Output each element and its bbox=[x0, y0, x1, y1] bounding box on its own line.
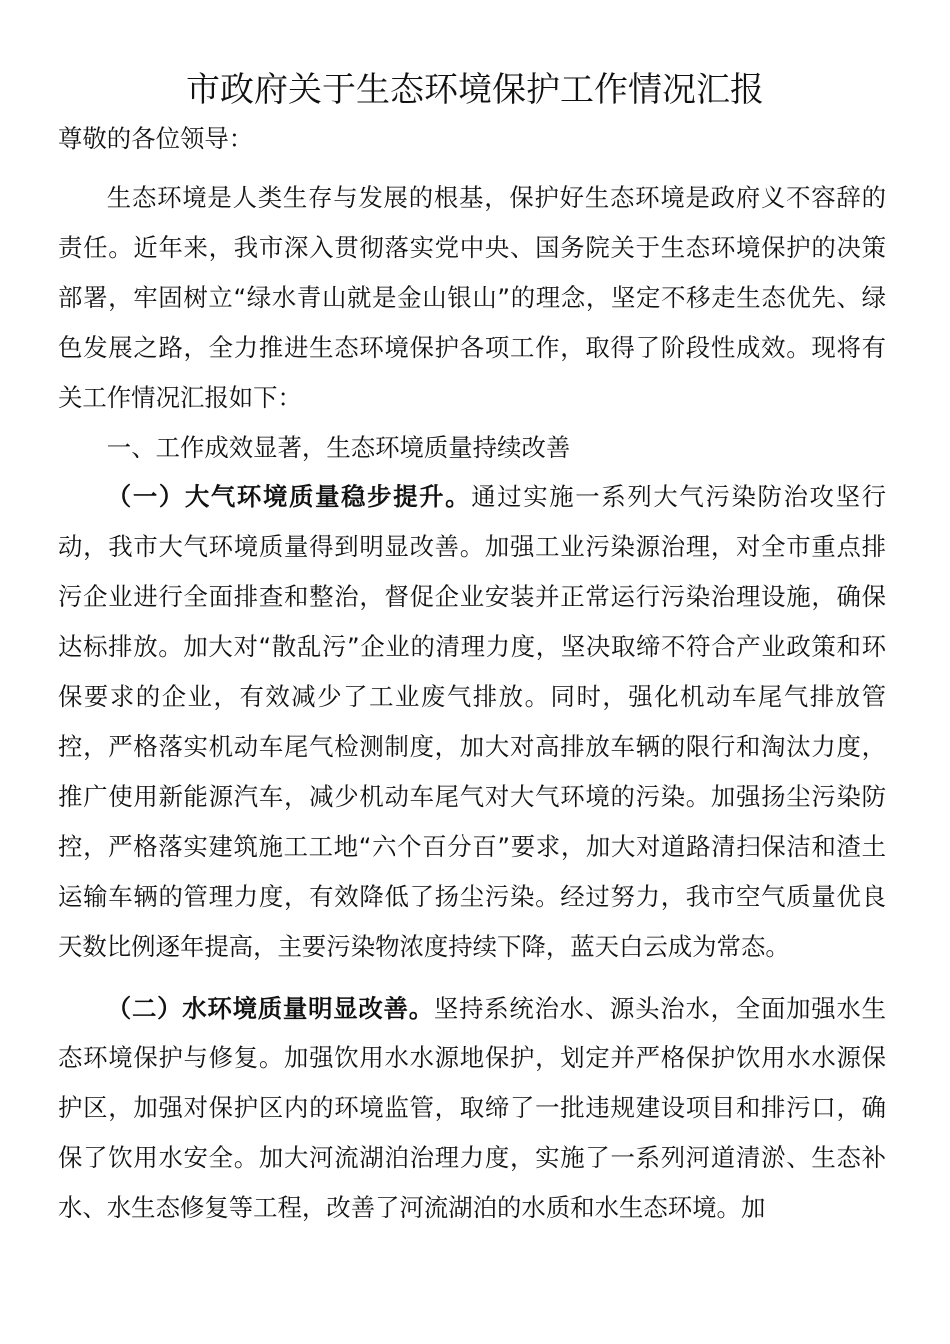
subsection-text-2: 坚持系统治水、源头治水，全面加强水生态环境保护与修复。加强饮用水水源地保护，划定并严格保护饮用水水源保护区，加强对保护区内的环境监管，取缔了一批违规建设项目和排污口，确保了饮用水安全。加大河流湖泊治理力度，实施了一系列河道清淤、生态补水、水生态修复等工程，改善了河流湖泊的水质和水生态环境。加 bbox=[58, 993, 886, 1223]
subsection-text-1: 通过实施一系列大气污染防治攻坚行动，我市大气环境质量得到明显改善。加强工业污染源治理，对全市重点排污企业进行全面排查和整治，督促企业安装并正常运行污染治理设施，确保达标排放。加大对“散乱污”企业的清理力度，坚决取缔不符合产业政策和环保要求的企业，有效减少了工业废气排放。同时，强化机动车尾气排放管控，严格落实机动车尾气检测制度，加大对高排放车辆的限行和淘汰力度，推广使用新能源汽车，减少机动车尾气对大气环境的污染。加强扬尘污染防控，严格落实建筑施工工地“六个百分百”要求，加大对道路清扫保洁和渣土运输车辆的管理力度，有效降低了扬尘污染。经过努力，我市空气质量优良天数比例逐年提高，主要污染物浓度持续下降，蓝天白云成为常态。 bbox=[58, 482, 886, 961]
section-heading-1: 一、工作成效显著，生态环境质量持续改善 bbox=[106, 432, 571, 462]
intro-paragraph: 生态环境是人类生存与发展的根基，保护好生态环境是政府义不容辞的责任。近年来，我市深入贯彻落实党中央、国务院关于生态环境保护的决策部署，牢固树立“绿水青山就是金山银山”的理念，坚定不移走生态优先、绿色发展之路，全力推进生态环境保护各项工作，取得了阶段性成效。现将有关工作情况汇报如下： bbox=[58, 183, 886, 412]
subsection-paragraph-1 bbox=[58, 472, 886, 971]
salutation: 尊敬的各位领导： bbox=[58, 124, 254, 153]
subsection-lead-1: （一）大气环境质量稳步提升。 bbox=[106, 482, 472, 512]
document-title: 市政府关于生态环境保护工作情况汇报 bbox=[186, 70, 764, 110]
subsection-lead-2: （二）水环境质量明显改善。 bbox=[106, 993, 434, 1023]
document-body bbox=[58, 117, 886, 1233]
subsection-paragraph-2 bbox=[58, 984, 886, 1234]
